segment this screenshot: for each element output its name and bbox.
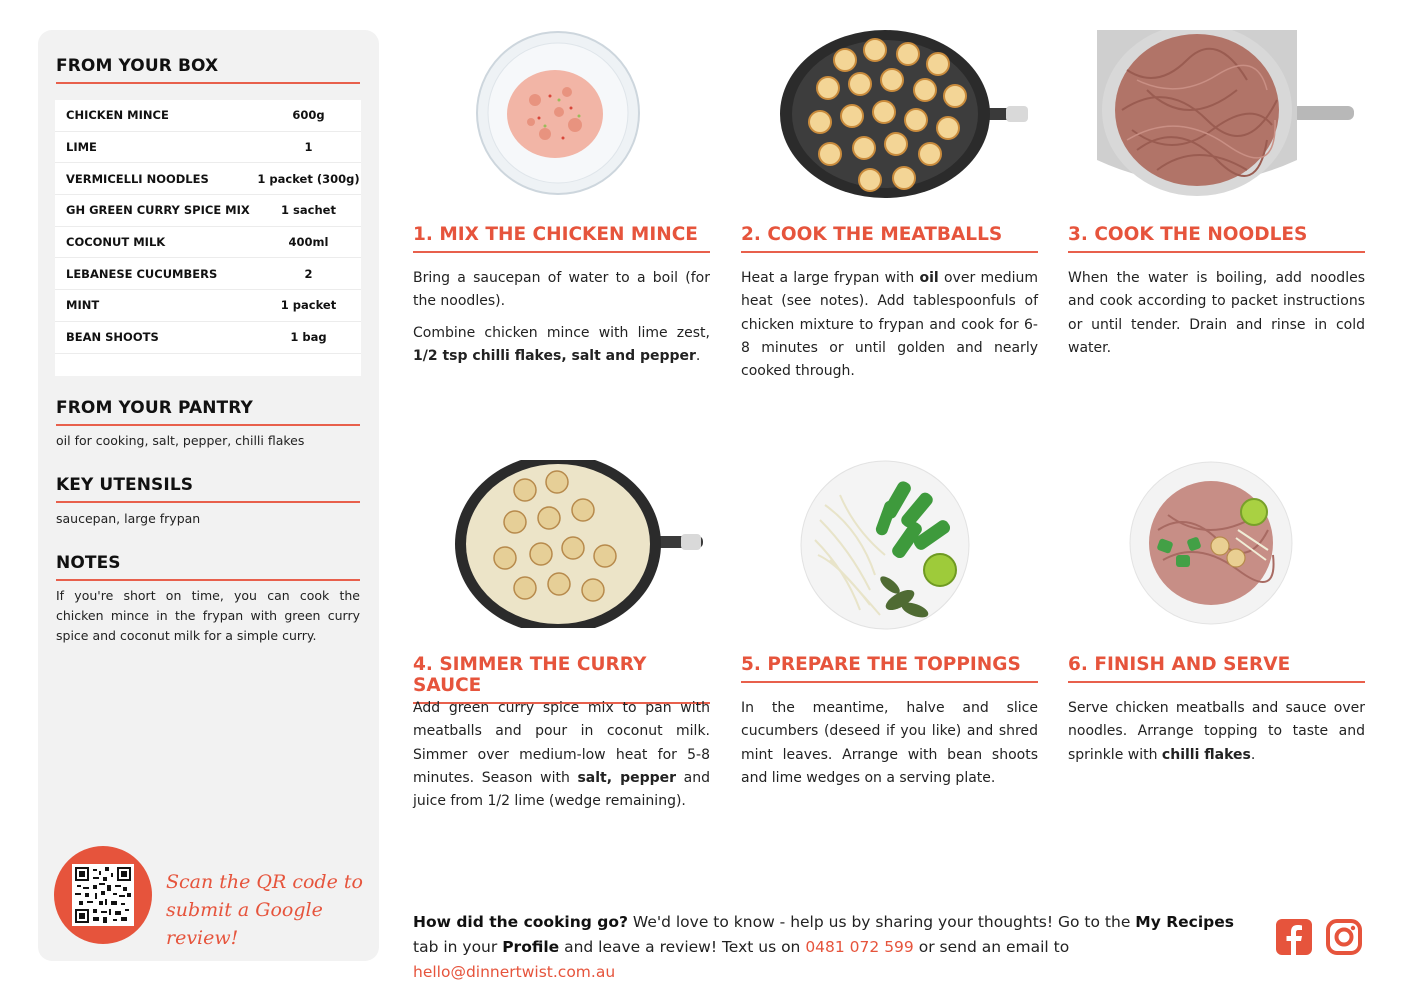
qr-text-line: Scan the QR code to bbox=[166, 871, 363, 893]
instagram-icon[interactable] bbox=[1325, 918, 1363, 956]
step-bold-span: salt, pepper bbox=[577, 769, 677, 786]
step-2-text bbox=[741, 267, 1038, 391]
phone-number-link[interactable]: 0481 072 599 bbox=[805, 938, 914, 956]
toppings-plate-image bbox=[800, 460, 970, 630]
ingredient-qty: 1 packet (300g) bbox=[257, 171, 360, 186]
feedback-question: How did the cooking go? bbox=[413, 913, 628, 931]
step-text-span: Combine chicken mince with lime zest, bbox=[413, 324, 710, 341]
ingredient-qty: 400ml bbox=[288, 235, 329, 250]
footer-text-span: or send an email to bbox=[913, 938, 1070, 956]
finished-dish-image bbox=[1128, 460, 1294, 626]
ingredient-qty: 1 packet bbox=[280, 298, 337, 313]
step-5-title: 5. PREPARE THE TOPPINGS bbox=[741, 654, 1038, 683]
profile-link[interactable]: Profile bbox=[502, 938, 560, 956]
notes-text: If you're short on time, you can cook the chicken mince in the frypan with green curry spice and coconut milk for a simple curry. bbox=[56, 588, 360, 643]
ingredient-row bbox=[55, 290, 361, 322]
step-text-span: and juice from 1/2 lime (wedge remaining). bbox=[413, 769, 710, 810]
pantry-text: oil for cooking, salt, pepper, chilli flakes bbox=[56, 433, 305, 448]
my-recipes-link[interactable]: My Recipes bbox=[1135, 913, 1234, 931]
ingredient-name: BEAN SHOOTS bbox=[66, 330, 159, 345]
ingredients-table bbox=[55, 100, 361, 376]
step-4-text bbox=[413, 697, 710, 821]
ingredient-row bbox=[55, 163, 361, 195]
ingredient-row bbox=[55, 132, 361, 164]
step-text-span: . bbox=[695, 347, 701, 364]
ingredient-qty: 2 bbox=[304, 266, 313, 281]
footer-text-span: and leave a review! Text us on bbox=[559, 938, 806, 956]
step-1-paragraph bbox=[413, 322, 710, 369]
ingredient-qty: 1 bbox=[304, 140, 313, 155]
step-text-span: Serve chicken meatballs and sauce over noodles. Arrange topping to taste and sprinkle with bbox=[1068, 700, 1365, 763]
ingredient-row bbox=[55, 227, 361, 259]
step-6-title: 6. FINISH AND SERVE bbox=[1068, 654, 1365, 683]
ingredient-row bbox=[55, 322, 361, 354]
step-text-span: over medium heat (see notes). Add tablespoonfuls of chicken mixture to frypan and cook for 6-8 minutes or until golden and nearly cooked through. bbox=[741, 270, 1038, 380]
footer-text-span: tab in your bbox=[413, 938, 503, 956]
facebook-icon[interactable] bbox=[1275, 918, 1313, 956]
frypan-meatballs-image bbox=[780, 30, 1030, 198]
step-bold-span: 1/2 tsp chilli flakes, salt and pepper bbox=[413, 347, 696, 364]
step-2-title: 2. COOK THE MEATBALLS bbox=[741, 224, 1038, 253]
qr-code-badge[interactable] bbox=[54, 846, 152, 944]
key-utensils-title: KEY UTENSILS bbox=[56, 475, 360, 503]
qr-code-icon[interactable] bbox=[72, 864, 134, 926]
email-link[interactable]: hello@dinnertwist.com.au bbox=[413, 963, 616, 981]
ingredient-name: COCONUT MILK bbox=[66, 235, 166, 250]
ingredient-name: CHICKEN MINCE bbox=[66, 108, 169, 123]
ingredients-sidebar bbox=[38, 30, 379, 961]
step-1-text bbox=[413, 267, 710, 376]
ingredient-name: GH GREEN CURRY SPICE MIX bbox=[66, 203, 250, 218]
qr-text-line: submit a Google review! bbox=[166, 899, 323, 949]
step-4-title: 4. SIMMER THE CURRY SAUCE bbox=[413, 654, 710, 704]
ingredient-name: VERMICELLI NOODLES bbox=[66, 171, 209, 186]
ingredient-name: MINT bbox=[66, 298, 100, 313]
qr-review-prompt bbox=[166, 868, 366, 952]
step-3-paragraph: When the water is boiling, add noodles and cook according to packet instructions or until tender. Drain and rinse in cold water. bbox=[1068, 270, 1365, 356]
ingredient-row bbox=[55, 100, 361, 132]
step-1-title: 1. MIX THE CHICKEN MINCE bbox=[413, 224, 710, 253]
mince-bowl-image bbox=[475, 30, 641, 196]
from-your-box-title: FROM YOUR BOX bbox=[56, 56, 360, 84]
ingredient-qty: 1 bag bbox=[290, 330, 327, 345]
colander-noodles-image bbox=[1097, 30, 1357, 198]
ingredient-qty: 600g bbox=[292, 108, 325, 123]
ingredient-name: LEBANESE CUCUMBERS bbox=[66, 266, 218, 281]
step-text-span: Heat a large frypan with bbox=[741, 270, 920, 286]
step-1-paragraph: Bring a saucepan of water to a boil (for the noodles). bbox=[413, 270, 710, 310]
feedback-footer bbox=[413, 910, 1258, 985]
ingredient-name: LIME bbox=[66, 140, 97, 155]
curry-pan-image bbox=[455, 460, 705, 628]
ingredient-row bbox=[55, 195, 361, 227]
step-3-title: 3. COOK THE NOODLES bbox=[1068, 224, 1365, 253]
from-your-pantry-title: FROM YOUR PANTRY bbox=[56, 398, 360, 426]
step-5-paragraph: In the meantime, halve and slice cucumbers (deseed if you like) and shred mint leaves. Arrange with bean shoots and lime wedges on a serving plate. bbox=[741, 700, 1038, 786]
ingredient-qty: 1 sachet bbox=[281, 203, 336, 218]
step-3-text bbox=[1068, 267, 1365, 368]
notes-title: NOTES bbox=[56, 553, 360, 581]
footer-text-span: We'd love to know - help us by sharing your thoughts! Go to the bbox=[627, 913, 1136, 931]
step-text-span: . bbox=[1250, 746, 1256, 763]
ingredient-row bbox=[55, 258, 361, 290]
step-6-text bbox=[1068, 697, 1365, 775]
step-bold-span: chilli flakes bbox=[1161, 746, 1251, 763]
step-bold-span: oil bbox=[919, 270, 939, 286]
utensils-text: saucepan, large frypan bbox=[56, 511, 201, 526]
step-text-span: Add green curry spice mix to pan with meatballs and pour in coconut milk. Simmer over medium-low heat for 5-8 minutes. Season with bbox=[413, 700, 710, 786]
step-5-text bbox=[741, 697, 1038, 798]
